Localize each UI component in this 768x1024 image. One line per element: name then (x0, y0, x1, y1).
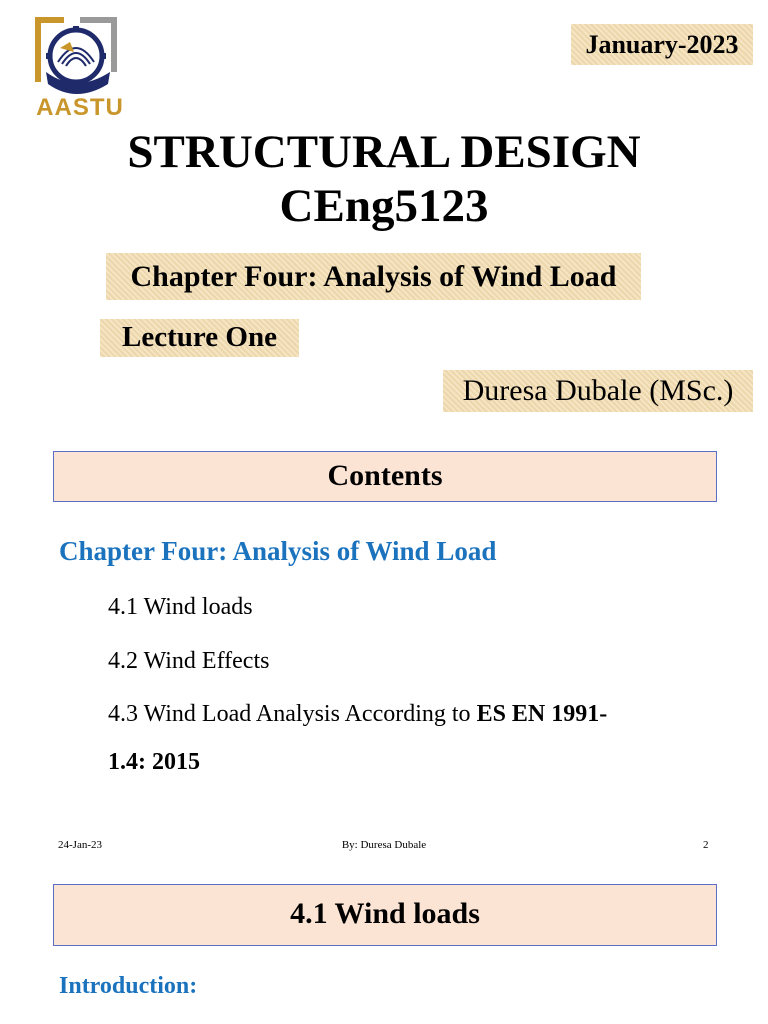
list-item-standard: ES EN 1991- (476, 701, 608, 727)
page-title: STRUCTURAL DESIGN (127, 126, 641, 178)
list-item (108, 701, 607, 728)
list-item: 4.1 Wind loads (108, 594, 253, 620)
page-number: 2 (703, 839, 709, 851)
lecture-label: Lecture One (100, 319, 299, 357)
list-item-standard-continued: 1.4: 2015 (108, 749, 200, 775)
list-item-text: 4.3 Wind Load Analysis According to (108, 701, 477, 727)
date-badge: January-2023 (571, 24, 753, 65)
footer-author: By: Duresa Dubale (341, 839, 427, 851)
contents-heading: Contents (53, 451, 717, 502)
section-heading: 4.1 Wind loads (53, 884, 717, 946)
contents-chapter-heading: Chapter Four: Analysis of Wind Load (59, 536, 497, 566)
logo-text: AASTU (36, 94, 124, 121)
course-code: CEng5123 (279, 180, 489, 232)
list-item: 4.2 Wind Effects (108, 648, 270, 674)
chapter-title: Chapter Four: Analysis of Wind Load (106, 253, 641, 300)
footer-date: 24-Jan-23 (58, 839, 102, 851)
author-label: Duresa Dubale (MSc.) (443, 370, 753, 412)
intro-heading: Introduction: (59, 973, 198, 999)
